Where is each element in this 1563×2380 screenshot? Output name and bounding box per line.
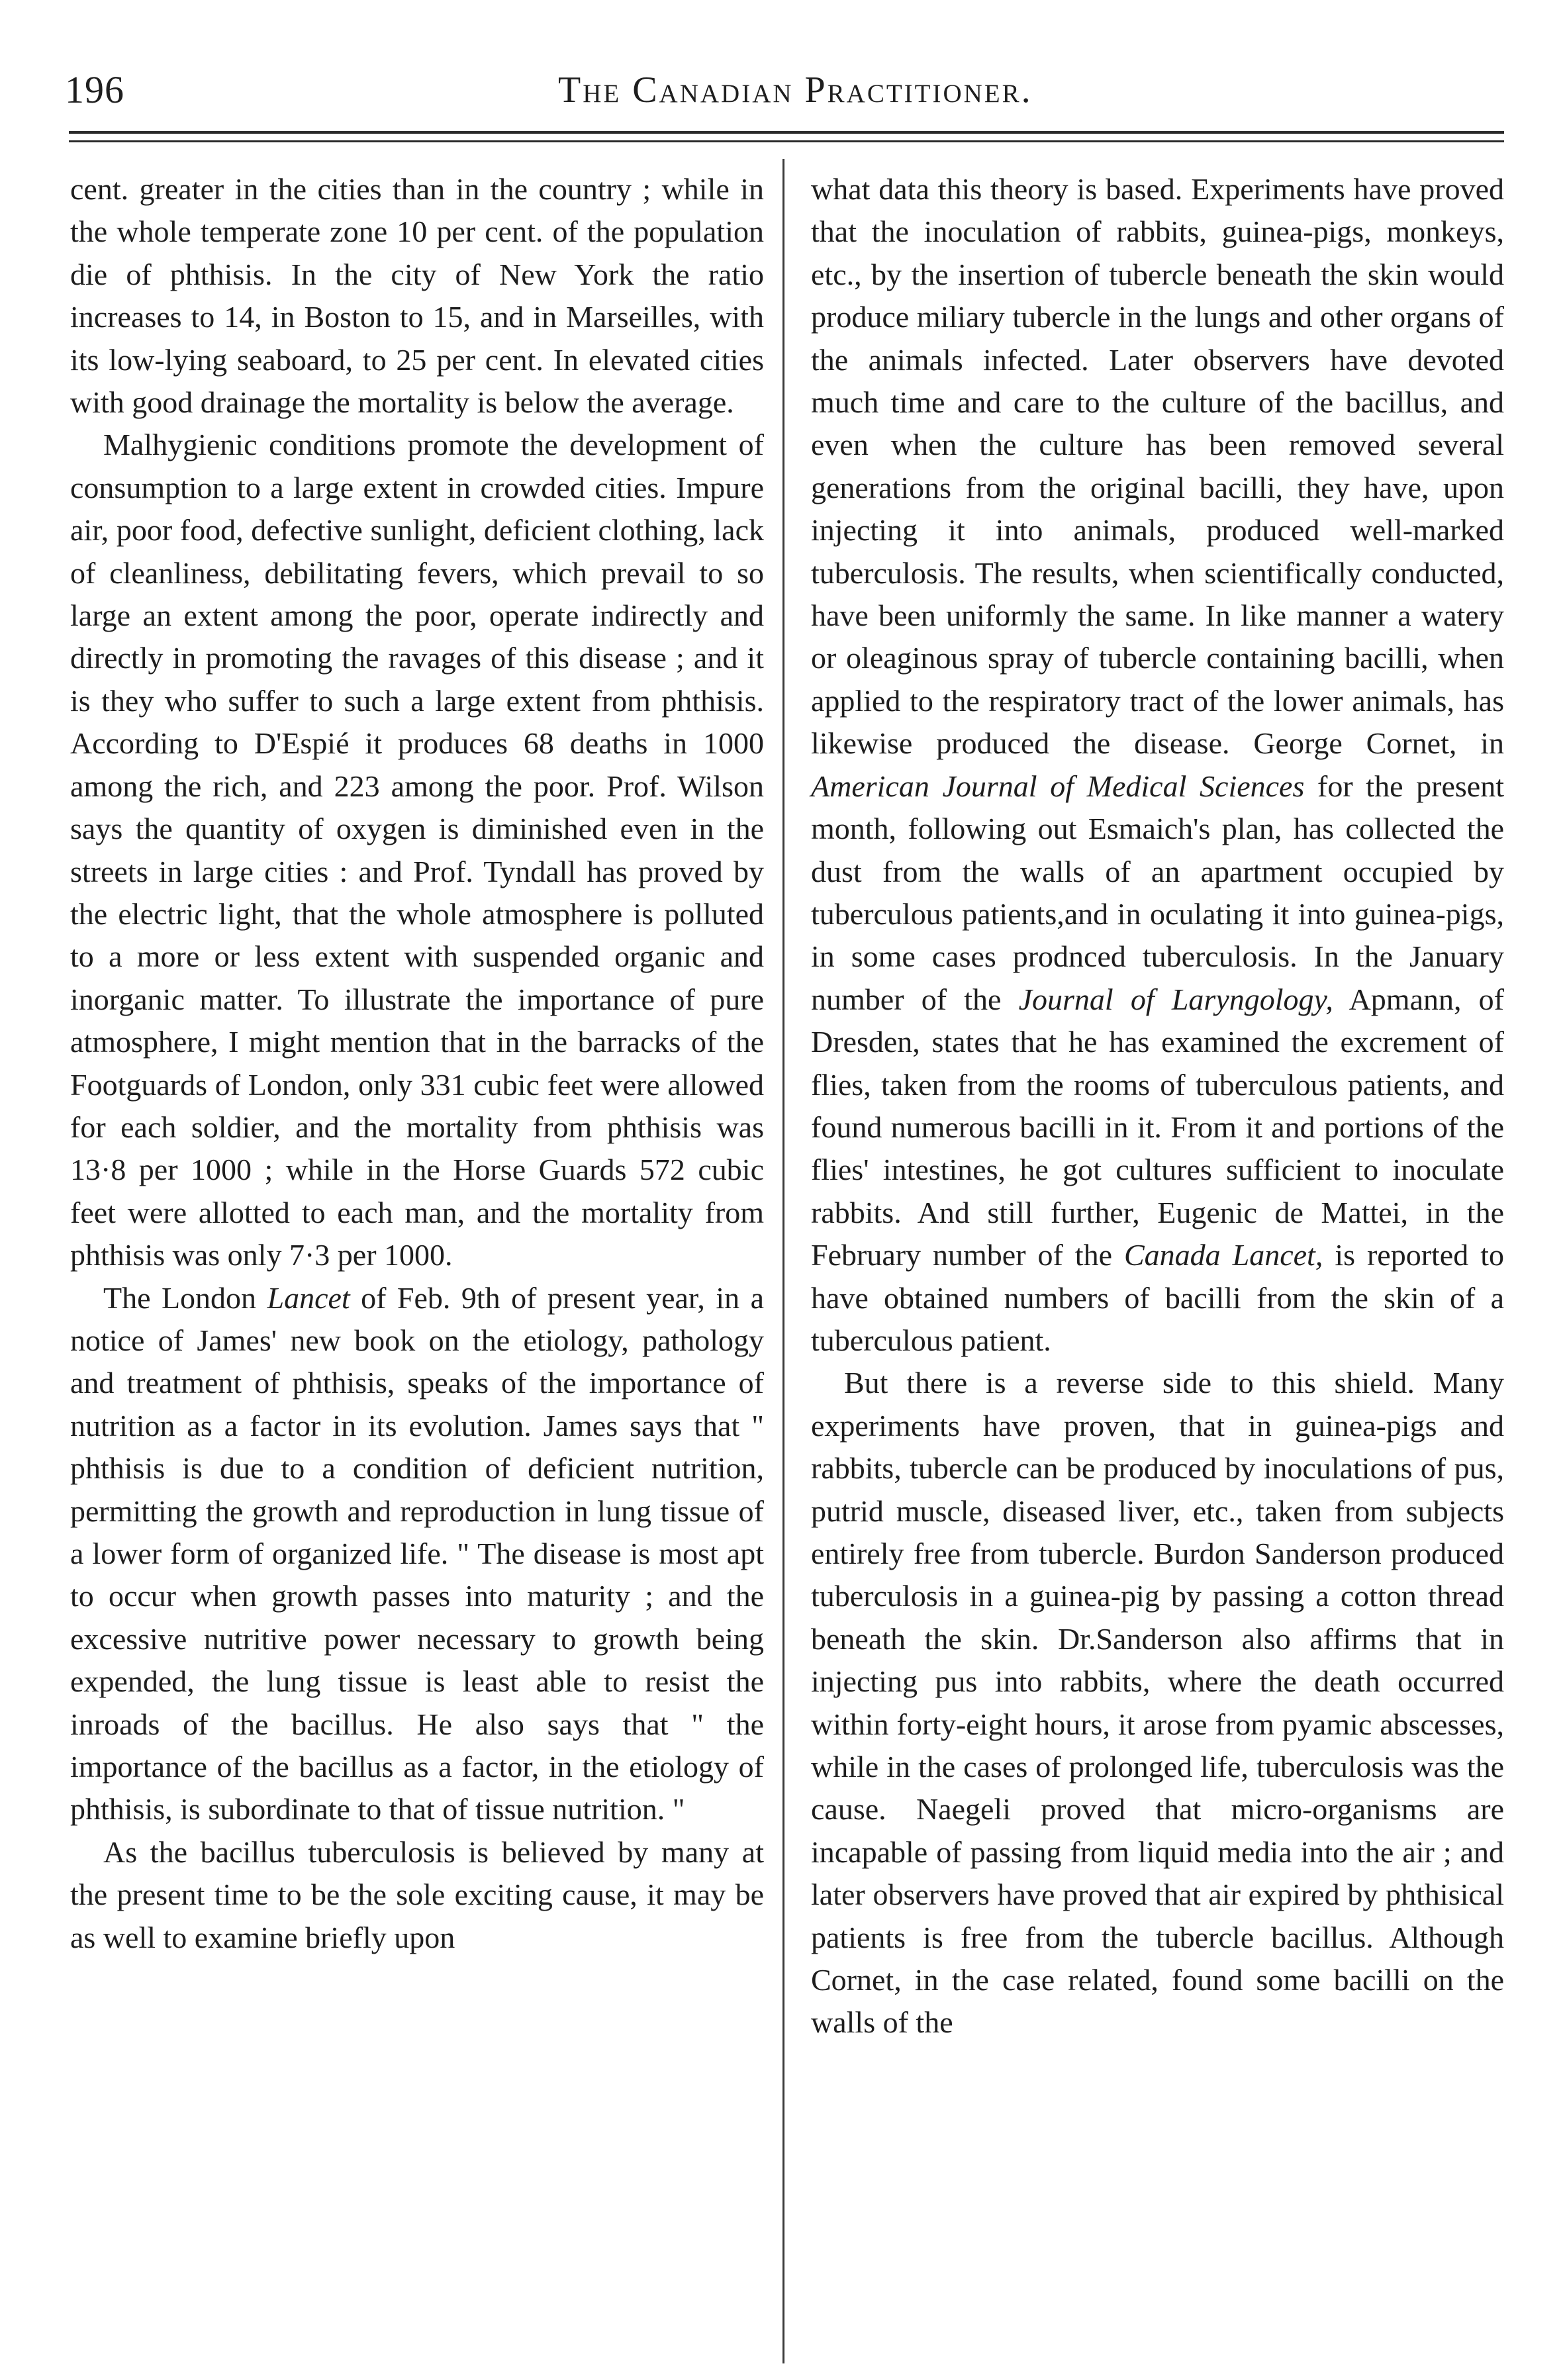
header-rule-top: [69, 131, 1504, 134]
column-divider: [782, 159, 784, 2363]
running-title: The Canadian Practitioner.: [558, 70, 1033, 111]
canada-lancet-title: Canada Lancet,: [1123, 1238, 1323, 1272]
left-paragraph-3-text-a: The London: [103, 1280, 267, 1315]
right-paragraph-1-text-a: what data this theory is based. Experiments have proved that the inoculation of rabbits, guinea-pigs, monkeys, etc., by the insertion of tubercle beneath the skin would produce miliary tubercle in the lungs and other organs of the animals infected. Later observers have devoted much time and care to the culture of the bacillus, and even when the culture has been removed several generations from the original bacilli, they have, upon injecting it into animals, produced well-marked tuberculosis. The results, when scientifically conducted, have been uniformly the same. In like manner a watery or oleaginous spray of tubercle containing bacilli, when applied to the respiratory tract of the lower animals, has likewise produced the disease. George Cornet, in: [811, 172, 1504, 761]
right-paragraph-1-text-d: is reported to have obtained numbers of bacilli from the skin of a tuberculous patient.: [811, 1238, 1504, 1357]
american-journal-title: American Journal of Medical Sciences: [811, 769, 1305, 803]
page-number: 196: [65, 68, 124, 111]
left-paragraph-2: Malhygienic conditions promote the development of consumption to a large extent in crowded cities. Impure air, poor food, defective sunlight, deficient clothing, lack of cleanliness, debilitating fevers, which prevail to so large an extent among the poor, operate indirectly and directly in promoting the ravages of this disease ; and it is they who suffer to such a large extent from phthisis. According to D'Espié it produces 68 deaths in 1000 among the rich, and 223 among the poor. Prof. Wilson says the quantity of oxygen is diminished even in the streets in large cities : and Prof. Tyndall has proved by the electric light, that the whole atmosphere is polluted to a more or less extent with suspended organic and inorganic matter. To illustrate the importance of pure atmosphere, I might mention that in the barracks of the Footguards of London, only 331 cubic feet were allowed for each soldier, and the mortality from phthisis was 13·8 per 1000 ; while in the Horse Guards 572 cubic feet were allotted to each man, and the mortality from phthisis was only 7·3 per 1000.: [70, 428, 764, 1272]
page-header: [65, 68, 1508, 127]
right-paragraph-1-text-c: Apmann, of Dresden, states that he has examined the excrement of flies, taken from the rooms of tuberculous patients, and found numerous bacilli in it. From it and portions of the flies' intestines, he got cultures sufficient to inoculate rabbits. And still further, Eugenic de Mattei, in the February number of the: [811, 982, 1504, 1272]
left-paragraph-3-text-b: of Feb. 9th of present year, in a notice of James' new book on the etiology, pathology and treatment of phthisis, speaks of the importance of nutrition as a factor in its evolution. James says that " phthisis is due to a condition of deficient nutrition, permitting the growth and reproduction in lung tissue of a lower form of organized life. " The disease is most apt to occur when growth passes into maturity ; and the excessive nutritive power necessary to growth being expended, the lung tissue is least able to resist the inroads of the bacillus. He also says that " the importance of the bacillus as a factor, in the etiology of phthisis, is subordinate to that of tissue nutrition. ": [70, 1280, 764, 1827]
right-paragraph-1-text-b: for the present month, following out Esmaich's plan, has collected the dust from the walls of an apartment occupied by tuberculous patients,and in oculating it into guinea-pigs, in some cases prodnced tuberculosis. In the January number of the: [811, 769, 1504, 1016]
header-rule-bottom: [69, 140, 1504, 142]
left-paragraph-3: [70, 1277, 764, 1831]
right-column: [811, 168, 1504, 2044]
left-column: [70, 168, 764, 1959]
right-paragraph-2: But there is a reverse side to this shield. Many experiments have proven, that in guinea-pigs and rabbits, tubercle can be produced by inoculations of pus, putrid muscle, diseased liver, etc., taken from subjects entirely free from tubercle. Burdon Sanderson produced tuberculosis in a guinea-pig by passing a cotton thread beneath the skin. Dr.Sanderson also affirms that in injecting pus into rabbits, where the death occurred within forty-eight hours, it arose from pyamic abscesses, while in the cases of prolonged life, tuberculosis was the cause. Naegeli proved that micro-organisms are incapable of passing from liquid media into the air ; and later observers have proved that air expired by phthisical patients is free from the tubercle bacillus. Although Cornet, in the case related, found some bacilli on the walls of the: [811, 1366, 1504, 2040]
right-paragraph-1: [811, 168, 1504, 1362]
laryngology-journal-title: Journal of Laryngology,: [1018, 982, 1333, 1016]
left-paragraph-1: cent. greater in the cities than in the country ; while in the whole temperate zone 10 per cent. of the population die of phthisis. In the city of New York the ratio increases to 14, in Boston to 15, and in Marseilles, with its low-lying seaboard, to 25 per cent. In elevated cities with good drainage the mortality is below the average.: [70, 172, 764, 420]
left-paragraph-4: As the bacillus tuberculosis is believed by many at the present time to be the sole exciting cause, it may be as well to examine briefly upon: [70, 1834, 764, 1954]
lancet-title: Lancet: [267, 1280, 350, 1315]
